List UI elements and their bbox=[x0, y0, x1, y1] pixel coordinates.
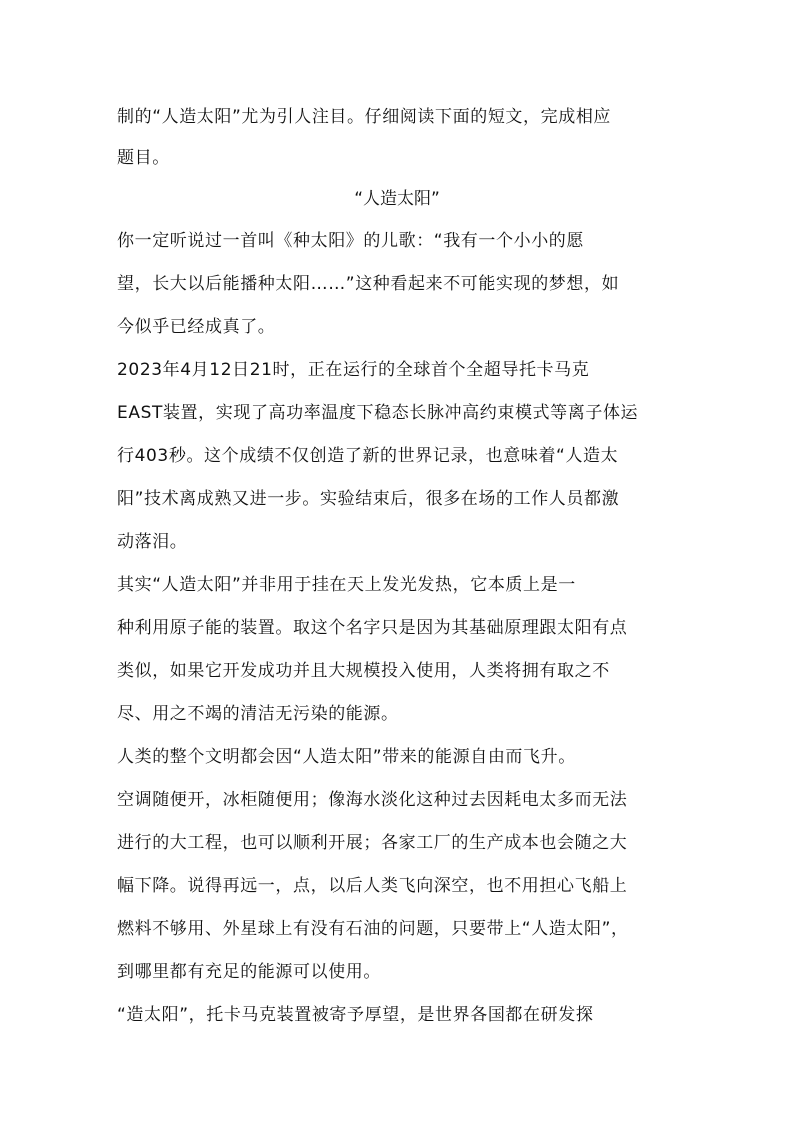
paragraph-line: 幅下降。说得再远一，点，以后人类飞向深空，也不用担心飞船上 bbox=[117, 876, 628, 896]
paragraph-line: 人类的整个文明都会因“人造太阳”带来的能源自由而飞升。 bbox=[117, 747, 576, 767]
paragraph-line: EAST装置，实现了高功率温度下稳态长脉冲高约束模式等离子体运 bbox=[117, 403, 639, 423]
paragraph-line: 2023年4月12日21时，正在运行的全球首个全超导托卡马克 bbox=[117, 360, 590, 380]
paragraph-line: 其实“人造太阳”并非用于挂在天上发光发热，它本质上是一 bbox=[117, 575, 576, 595]
paragraph-line: 你一定听说过一首叫《种太阳》的儿歌：“我有一个小小的愿 bbox=[117, 231, 585, 251]
paragraph-line: 望，长大以后能播种太阳……”这种看起来不可能实现的梦想，如 bbox=[117, 274, 620, 294]
paragraph-line: 阳”技术离成熟又进一步。实验结束后，很多在场的工作人员都激 bbox=[117, 489, 620, 509]
paragraph-line: 今似乎已经成真了。 bbox=[117, 317, 276, 337]
paragraph-line: “造太阳”，托卡马克装置被寄予厚望，是世界各国都在研发探 bbox=[117, 1005, 594, 1025]
paragraph-line: 动落泪。 bbox=[117, 532, 188, 552]
paragraph-line: 燃料不够用、外星球上有没有石油的问题，只要带上“人造太阳”， bbox=[117, 919, 629, 939]
paragraph-line: 空调随便开，冰柜随便用；像海水淡化这种过去因耗电太多而无法 bbox=[117, 790, 628, 810]
paragraph-line: 种利用原子能的装置。取这个名字只是因为其基础原理跟太阳有点 bbox=[117, 618, 628, 638]
paragraph-line: 类似，如果它开发成功并且大规模投入使用，人类将拥有取之不 bbox=[117, 661, 610, 681]
article-title: “人造太阳” bbox=[354, 189, 440, 209]
paragraph-line: 尽、用之不竭的清洁无污染的能源。 bbox=[117, 704, 399, 724]
intro-line-2: 题目。 bbox=[117, 148, 170, 168]
intro-line-1: 制的“人造太阳”尤为引人注目。仔细阅读下面的短文，完成相应 bbox=[117, 107, 612, 127]
paragraph-line: 进行的大工程，也可以顺利开展；各家工厂的生产成本也会随之大 bbox=[117, 833, 628, 853]
paragraph-line: 行403秒。这个成绩不仅创造了新的世界记录，也意味着“人造太 bbox=[117, 446, 619, 466]
paragraph-line: 到哪里都有充足的能源可以使用。 bbox=[117, 962, 381, 982]
